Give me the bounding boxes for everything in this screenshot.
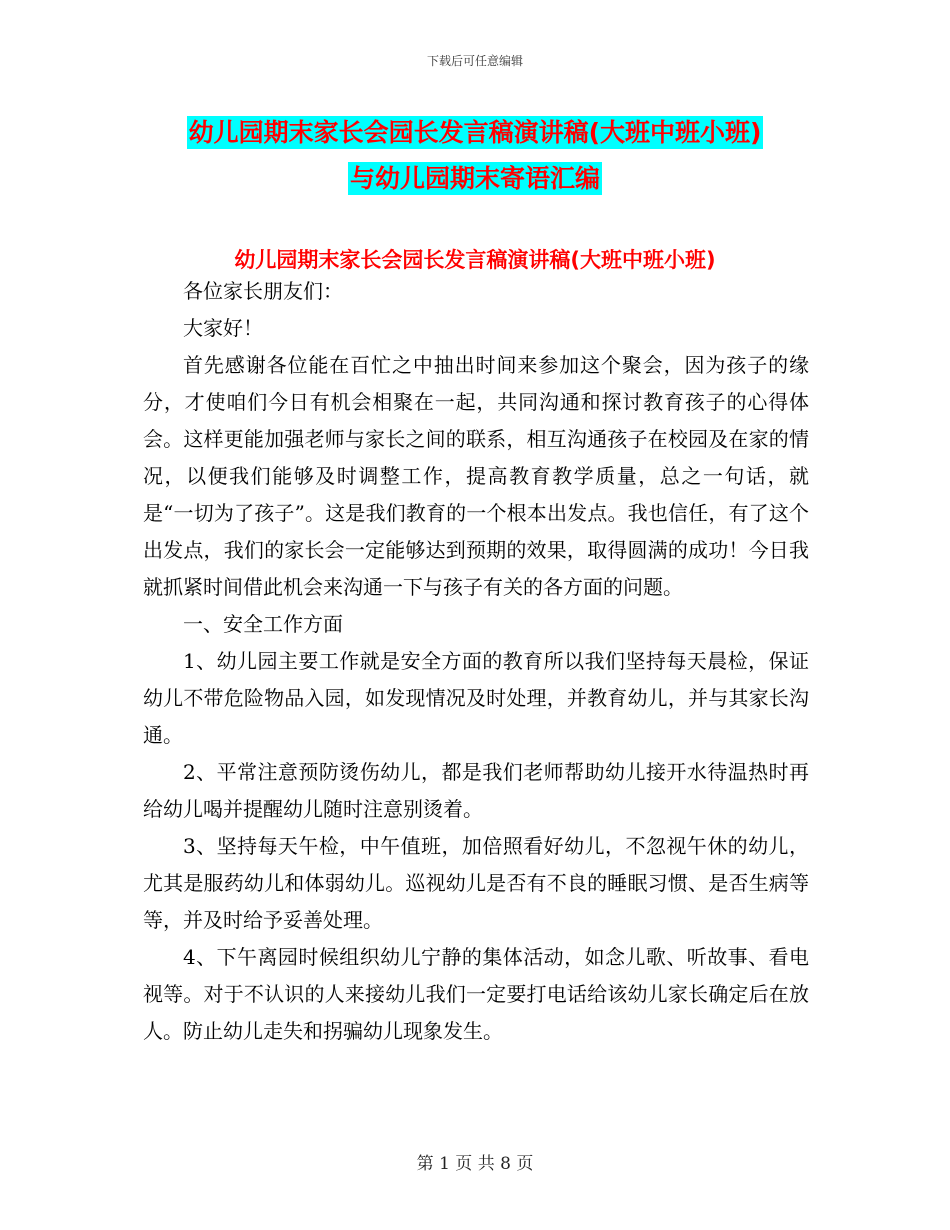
document-title [0, 110, 950, 202]
document-title-line-1: 幼儿园期末家长会园长发言稿演讲稿(大班中班小班) [188, 118, 762, 147]
paragraph-heading-safety: 一、安全工作方面 [183, 612, 343, 636]
body-text [143, 273, 809, 1050]
paragraph-greeting: 各位家长朋友们： [183, 279, 343, 303]
paragraph-intro: 首先感谢各位能在百忙之中抽出时间来参加这个聚会，因为孩子的缘分，才使咱们今日有机会相聚在一起，共同沟通和探讨教育孩子的心得体会。这样更能加强老师与家长之间的联系，相互沟通孩子在校园及在家的情况，以便我们能够及时调整工作，提高教育教学质量，总之一句话，就是“一切为了孩子”。这是我们教育的一个根本出发点。我也信任，有了这个出发点，我们的家长会一定能够达到预期的效果，取得圆满的成功！今日我就抓紧时间借此机会来沟通一下与孩子有关的各方面的问题。 [143, 353, 809, 599]
section-title: 幼儿园期末家长会园长发言稿演讲稿(大班中班小班) [234, 248, 716, 272]
paragraph-hello: 大家好！ [183, 316, 263, 340]
paragraph-item-3: 3、坚持每天午检，中午值班，加倍照看好幼儿，不忽视午休的幼儿，尤其是服药幼儿和体弱幼儿。巡视幼儿是否有不良的睡眠习惯、是否生病等等，并及时给予妥善处理。 [143, 834, 809, 932]
page-number: 第 1 页 共 8 页 [416, 1154, 534, 1174]
document-title-line-2: 与幼儿园期末寄语汇编 [349, 164, 600, 193]
page-header-note: 下载后可任意编辑 [426, 54, 523, 68]
paragraph-item-1: 1、幼儿园主要工作就是安全方面的教育所以我们坚持每天晨检，保证幼儿不带危险物品入园，如发现情况及时处理，并教育幼儿，并与其家长沟通。 [143, 649, 809, 747]
paragraph-item-4: 4、下午离园时候组织幼儿宁静的集体活动，如念儿歌、听故事、看电视等。对于不认识的人来接幼儿我们一定要打电话给该幼儿家长确定后在放人。防止幼儿走失和拐骗幼儿现象发生。 [143, 945, 809, 1043]
paragraph-item-2: 2、平常注意预防烫伤幼儿，都是我们老师帮助幼儿接开水待温热时再给幼儿喝并提醒幼儿随时注意别烫着。 [143, 760, 809, 821]
